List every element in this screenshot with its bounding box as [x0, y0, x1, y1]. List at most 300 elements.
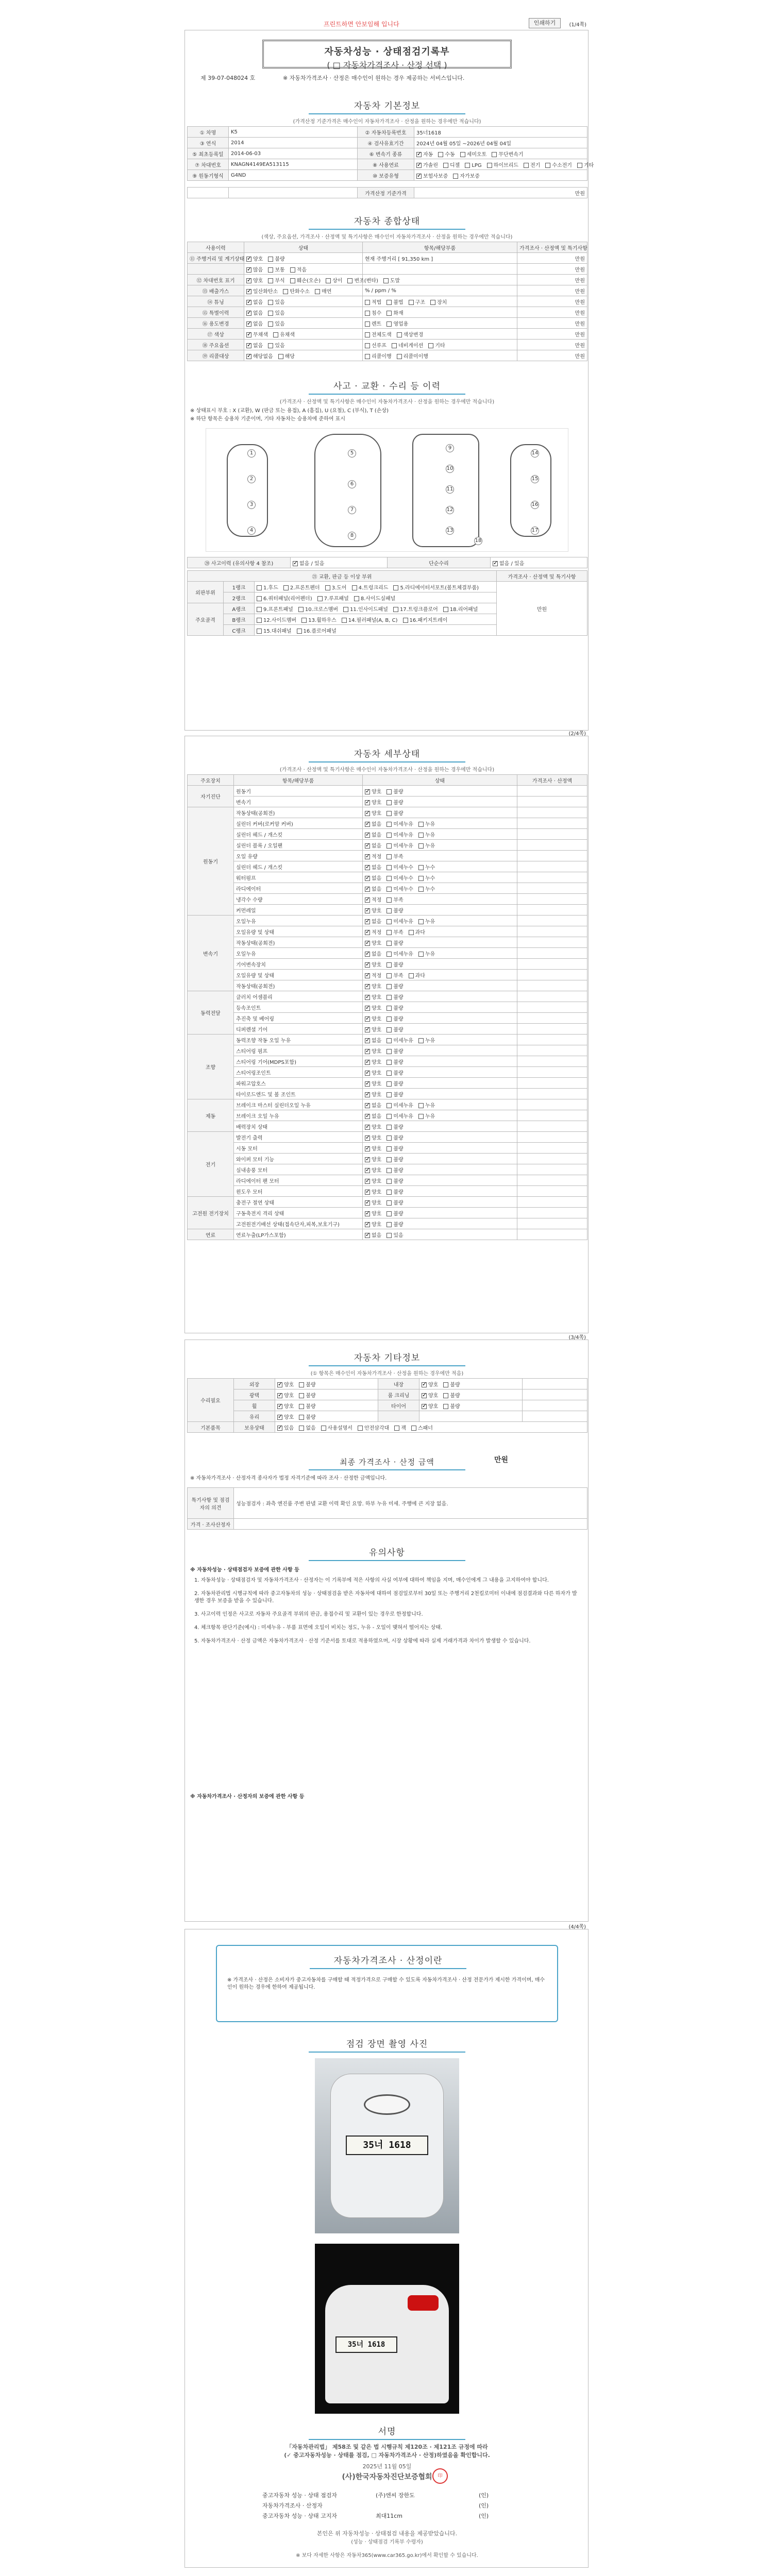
- car-right-view: [510, 444, 551, 537]
- page-number-4: (4/4쪽): [568, 1924, 586, 1930]
- checkbox-option: 전기: [524, 163, 540, 168]
- basic-value: [414, 170, 587, 181]
- print-button[interactable]: 인쇄하기: [529, 18, 561, 28]
- detail-state: [363, 807, 517, 818]
- overall-item: ⑲ 리콜대상: [188, 350, 244, 361]
- detail-state: [363, 991, 517, 1002]
- checkbox-option: ✓ 없음: [365, 822, 381, 827]
- checkbox-option: 누수: [418, 887, 435, 892]
- detail-row: [188, 1110, 587, 1121]
- detail-item: 오일 유량: [234, 851, 363, 861]
- overall-detail: [363, 307, 517, 318]
- detail-row: [188, 905, 587, 916]
- detail-item: 원동기: [234, 786, 363, 796]
- checkbox-option: 누유: [418, 1103, 435, 1109]
- checkbox-option: 불량: [443, 1393, 460, 1399]
- other-item-b: [378, 1411, 419, 1422]
- other-item-b: 타이어: [378, 1400, 419, 1411]
- detail-item: 실린더 블록 / 오일팬: [234, 840, 363, 851]
- detail-group: 고전원 전기장치: [188, 1197, 234, 1229]
- detail-price: [517, 980, 587, 991]
- detail-state: [363, 1164, 517, 1175]
- checkbox-option: 부족: [386, 930, 403, 936]
- checkbox-option: ✓ 양호: [365, 941, 381, 946]
- detail-group: 동력전달: [188, 991, 234, 1035]
- detail-row: [188, 1164, 587, 1175]
- overall-state: [244, 340, 363, 350]
- checkbox-option: 누수: [418, 876, 435, 882]
- detail-price: [517, 959, 587, 970]
- checkbox-option: 도말: [383, 278, 400, 284]
- car-top-view: [314, 434, 381, 547]
- checkbox-option: 누유: [418, 1038, 435, 1044]
- overall-detail: [363, 318, 517, 329]
- detail-price: [517, 1154, 587, 1164]
- checkbox-option: 해당: [278, 354, 295, 360]
- overall-note: (색상, 주요옵션, 가격조사 · 산정액 및 특기사항은 매수인이 자동차가격조사 · 산정을 원하는 경우에만 적습니다): [261, 234, 513, 240]
- other-row: [188, 1379, 587, 1389]
- caution-paragraph: 3. 사고이력 인정은 사고로 자동차 주요골격 부위의 판금, 용접수리 및 교환이 있는 경우로 한정합니다.: [194, 1612, 423, 1617]
- detail-item: 변속기: [234, 796, 363, 807]
- accident-summary-table: [187, 557, 587, 568]
- other-price: [523, 1379, 587, 1389]
- checkbox-option: ✓ 양호: [365, 1125, 381, 1130]
- checkbox-option: 불법: [386, 300, 403, 306]
- checkbox-option: 불량: [299, 1393, 315, 1399]
- detail-col-state: 상태: [363, 775, 517, 786]
- basic-row: [188, 127, 587, 138]
- checkbox-option: ✓ 양호: [365, 1222, 381, 1228]
- basic-value: G4ND: [229, 170, 358, 181]
- checkbox-option: 과다: [409, 930, 425, 936]
- checkbox-option: 7.루프패널: [317, 596, 349, 602]
- checkbox-option: 미세누수: [386, 865, 413, 871]
- checkbox-option: 수소전기: [545, 163, 572, 168]
- company-stamp: 印: [432, 2468, 448, 2484]
- basic-row: [188, 170, 587, 181]
- rank-name: A랭크: [224, 603, 255, 614]
- detail-state: [363, 1132, 517, 1143]
- checkbox-option: 누유: [418, 843, 435, 849]
- basic-key: ② 자동차등록번호: [358, 127, 414, 138]
- overall-col-state: 상태: [244, 242, 363, 253]
- final-note: ※ 자동차가격조사 · 산정자격 종사자가 법정 자격기준에 따라 조사 · 산정한 금액입니다.: [190, 1476, 387, 1481]
- other-price: [523, 1400, 587, 1411]
- signer-row: [262, 2501, 520, 2510]
- detail-title: 자동차 세부상태: [309, 747, 465, 759]
- price-basis-label: 가격산정 기준가격: [358, 188, 414, 198]
- car-part-number: 16: [531, 501, 539, 509]
- checkbox-option: 있음: [268, 300, 284, 306]
- detail-item: 와이퍼 모터 기능: [234, 1154, 363, 1164]
- detail-row: [188, 1229, 587, 1240]
- checkbox-option: ✓ 양호: [365, 1168, 381, 1174]
- overall-col-detail: 항목/해당부품: [363, 242, 517, 253]
- title-line2: ( □ 자동차가격조사 · 산정 선택 ): [327, 60, 447, 70]
- detail-row: [188, 1132, 587, 1143]
- detail-state: [363, 861, 517, 872]
- car-part-number: 2: [247, 475, 256, 483]
- checkbox-option: 리콜미이행: [397, 354, 428, 360]
- detail-price: [517, 926, 587, 937]
- detail-item: 라디에이터 팬 모터: [234, 1175, 363, 1186]
- detail-price: [517, 829, 587, 840]
- checkbox-option: 누유: [418, 822, 435, 827]
- other-row: [188, 1411, 587, 1422]
- overall-detail: [363, 340, 517, 350]
- detail-price: [517, 1099, 587, 1110]
- detail-price: [517, 1024, 587, 1035]
- checkbox-option: 미세누유: [386, 833, 413, 838]
- checkbox-option: 불량: [386, 1060, 403, 1065]
- checkbox-option: 전체도색: [365, 332, 392, 338]
- checkbox-option: 부족: [386, 854, 403, 860]
- detail-item: 배력장치 상태: [234, 1121, 363, 1132]
- other-item-b: 룸 크리닝: [378, 1389, 419, 1400]
- detail-row: [188, 807, 587, 818]
- detail-col-main: 주요장치: [188, 775, 234, 786]
- checkbox-option: LPG: [465, 163, 481, 168]
- checkbox-option: ✓ 양호: [365, 1146, 381, 1152]
- detail-row: [188, 1089, 587, 1099]
- checkbox-option: ✓ 없음: [246, 300, 263, 306]
- checkbox-option: 13.휠하우스: [301, 618, 337, 623]
- overall-row: [188, 253, 587, 264]
- signer-name: 최대11cm: [376, 2513, 403, 2519]
- inspection-photo-front: [315, 2058, 459, 2233]
- checkbox-option: 8.사이드실패널: [354, 596, 396, 602]
- outer-label: 외판부위: [188, 582, 224, 603]
- checkbox-option: 무단변속기: [492, 152, 523, 158]
- header-notice: ※ 자동차가격조사 · 산정은 매수인이 원하는 경우 제공하는 서비스입니다.: [283, 75, 465, 81]
- other-state-a: [275, 1389, 378, 1400]
- checkbox-option: 자가보증: [453, 174, 480, 179]
- page-2: [184, 731, 589, 1333]
- footer-1: 본인은 위 자동차성능 · 상태점검 내용을 제공받았습니다.: [316, 2530, 458, 2537]
- car-part-number: 3: [247, 501, 256, 509]
- checkbox-option: ✓ 없음: [365, 1233, 381, 1239]
- checkbox-option: ✓ 양호: [422, 1382, 438, 1388]
- document-title: [262, 40, 512, 69]
- other-item-b: 내장: [378, 1379, 419, 1389]
- signer-mark: (인): [479, 2502, 489, 2509]
- diag-price-col: 가격조사 · 산정액 및 특기사항: [497, 571, 587, 582]
- overall-row: [188, 275, 587, 285]
- detail-group: 변속기: [188, 916, 234, 991]
- detail-row: [188, 916, 587, 926]
- checkbox-option: 불량: [443, 1382, 460, 1388]
- accident-history-label: ⑳ 사고이력 (유의사항 4 참조): [188, 557, 291, 568]
- detail-state: [363, 1099, 517, 1110]
- checkbox-option: ✓ 양호: [422, 1393, 438, 1399]
- checkbox-option: 유채색: [273, 332, 295, 338]
- detail-row: [188, 1002, 587, 1013]
- sign-title: 서명: [309, 2424, 465, 2437]
- detail-col-item: 항목/해당부품: [234, 775, 363, 786]
- detail-state: [363, 1035, 517, 1045]
- photo-title: 점검 장면 촬영 사진: [309, 2037, 465, 2049]
- rank-items: [255, 603, 497, 614]
- checkbox-option: 불량: [299, 1382, 315, 1388]
- detail-price: [517, 1089, 587, 1099]
- detail-price: [517, 1110, 587, 1121]
- detail-row: [188, 970, 587, 980]
- detail-price: [517, 1218, 587, 1229]
- checkbox-option: 3.도어: [325, 585, 347, 591]
- detail-state: [363, 851, 517, 861]
- page-3: [184, 1335, 589, 1922]
- detail-price: [517, 1164, 587, 1175]
- detail-price: [517, 1045, 587, 1056]
- detail-note: (가격조사 · 산정액 및 특기사항은 매수인이 자동차가격조사 · 산정을 원하는 경우에만 적습니다): [279, 767, 495, 773]
- overall-item: ⑪ 주행거리 및 계기상태: [188, 253, 244, 264]
- checkbox-option: 불량: [386, 1071, 403, 1076]
- detail-row: [188, 991, 587, 1002]
- page-number-2: (2/4쪽): [568, 731, 586, 737]
- car-part-number: 14: [531, 449, 539, 457]
- overall-detail: 현재 주행거리 [ 91,350 km ]: [363, 253, 517, 264]
- detail-price: [517, 883, 587, 894]
- detail-row: [188, 1186, 587, 1197]
- detail-state: [363, 1024, 517, 1035]
- detail-price: [517, 970, 587, 980]
- detail-item: 브레이크 오일 누유: [234, 1110, 363, 1121]
- overall-detail: [363, 264, 517, 275]
- detail-row: [188, 959, 587, 970]
- detail-item: 스티어링 기어(MDPS포함): [234, 1056, 363, 1067]
- detail-item: 냉각수 수량: [234, 894, 363, 905]
- detail-item: 워터펌프: [234, 872, 363, 883]
- sign-company: (사)한국자동차진단보증협회: [342, 2473, 432, 2481]
- checkbox-option: ✓ 양호: [365, 962, 381, 968]
- other-state-b: [419, 1411, 523, 1422]
- car-part-number: 4: [247, 527, 256, 535]
- checkbox-option: 불량: [386, 1136, 403, 1141]
- detail-state: [363, 905, 517, 916]
- detail-price: [517, 1208, 587, 1218]
- car-part-number: 1: [247, 449, 256, 457]
- detail-row: [188, 840, 587, 851]
- checkbox-option: ✓ 보험사보증: [416, 174, 448, 179]
- checkbox-option: 불량: [268, 257, 284, 262]
- caution-heading-2: ※ 자동차가격조사 · 산정자의 보증에 관한 사항 등: [190, 1794, 305, 1800]
- checkbox-option: 불량: [386, 1190, 403, 1195]
- basic-key: ① 차명: [188, 127, 229, 138]
- overall-item: ⑫ 차대번호 표기: [188, 275, 244, 285]
- basic-item-label: 기본품목: [188, 1422, 234, 1433]
- checkbox-option: 미세누유: [386, 1103, 413, 1109]
- basic-key: ⑤ 최초등록일: [188, 148, 229, 159]
- checkbox-option: 불량: [299, 1404, 315, 1410]
- checkbox-option: 불량: [386, 1006, 403, 1011]
- car-part-number: 11: [446, 485, 454, 494]
- checkbox-option: 잭: [394, 1426, 406, 1431]
- basic-key: ⑥ 변속기 종류: [358, 148, 414, 159]
- checkbox-option: ✓ 자동: [416, 152, 433, 158]
- checkbox-option: 세미오토: [460, 152, 487, 158]
- detail-state: [363, 1013, 517, 1024]
- detail-state: [363, 1002, 517, 1013]
- overall-item: ⑭ 튜닝: [188, 296, 244, 307]
- basic-row: [188, 138, 587, 148]
- car-part-number: 8: [348, 532, 356, 540]
- checkbox-option: 누유: [418, 919, 435, 925]
- checkbox-option: ✓ 양호: [422, 1404, 438, 1410]
- car-part-number: 18: [474, 537, 482, 545]
- other-state-b: [419, 1400, 523, 1411]
- overall-state: [244, 264, 363, 275]
- overall-item: ⑱ 주요옵션: [188, 340, 244, 350]
- info-box: [216, 1945, 558, 2022]
- basic-value: 35너1618: [414, 127, 587, 138]
- checkbox-option: 불량: [386, 941, 403, 946]
- detail-item: 등속조인트: [234, 1002, 363, 1013]
- page-1: [184, 30, 594, 731]
- checkbox-option: ✓ 없음: [365, 876, 381, 882]
- signer-mark: (인): [479, 2492, 489, 2499]
- checkbox-option: 15.대쉬패널: [257, 629, 292, 634]
- detail-price: [517, 1143, 587, 1154]
- car-part-number: 17: [531, 527, 539, 535]
- basic-key: ⑧ 사용연료: [358, 159, 414, 170]
- detail-group: 제동: [188, 1099, 234, 1132]
- detail-row: [188, 1099, 587, 1110]
- rank-row: [188, 582, 587, 592]
- page-number-3: (3/4쪽): [568, 1335, 586, 1341]
- car-part-number: 5: [348, 449, 356, 457]
- detail-state: [363, 959, 517, 970]
- detail-price: [517, 937, 587, 948]
- car-part-number: 12: [446, 506, 454, 514]
- overall-detail: [363, 296, 517, 307]
- checkbox-option: ✓ 없음: [246, 321, 263, 327]
- detail-row: [188, 829, 587, 840]
- special-label: 특기사항 및 점검자의 의견: [188, 1488, 234, 1519]
- checkbox-option: ✓ 무채색: [246, 332, 268, 338]
- car-diagram: [206, 428, 568, 552]
- checkbox-option: ✓ 양호: [365, 1157, 381, 1163]
- detail-col-price: 가격조사 · 산정액: [517, 775, 587, 786]
- checkbox-option: ✓ 양호: [365, 1081, 381, 1087]
- detail-row: [188, 1154, 587, 1164]
- detail-row: [188, 1218, 587, 1229]
- other-note: (① 항목은 매수인이 자동차가격조사 · 산정을 원하는 경우에만 적음): [310, 1371, 464, 1377]
- checkbox-option: ✓ 양호: [365, 908, 381, 914]
- other-state-b: [419, 1389, 523, 1400]
- detail-state: [363, 926, 517, 937]
- detail-price: [517, 916, 587, 926]
- checkbox-option: 과다: [409, 973, 425, 979]
- accident-history-state: ✓ 없음 / 있음: [291, 557, 388, 568]
- other-item-a: 휠: [234, 1400, 275, 1411]
- checkbox-option: ✓ 해당없음: [246, 354, 273, 360]
- basic-value: [414, 148, 587, 159]
- detail-group: 원동기: [188, 807, 234, 916]
- detail-item: 오일누유: [234, 916, 363, 926]
- detail-row: [188, 1175, 587, 1186]
- accident-legend-1: ※ 상태표시 부호 : X (교환), W (판금 또는 용접), A (흠집), U (요철), C (부식), T (손상): [190, 408, 389, 414]
- checkbox-option: 네비게이션: [392, 343, 423, 349]
- detail-row: [188, 1045, 587, 1056]
- checkbox-option: 불량: [299, 1415, 315, 1420]
- diag-col-label: ㉑ 교환, 판금 등 이상 부위: [188, 571, 497, 582]
- basic-row: [188, 148, 587, 159]
- checkbox-option: 수동: [438, 152, 455, 158]
- detail-row: [188, 1024, 587, 1035]
- basic-value: [414, 159, 594, 170]
- detail-item: 시동 모터: [234, 1143, 363, 1154]
- caution-paragraph: 2. 자동차관리법 시행규칙에 따라 중고자동차의 성능 · 상태점검을 받은 자동차에 대하여 점검일로부터 30일 또는 주행거리 2천킬로미터 이내에 점검결과와 다른 하자가 발생한 경우 보증을 받을 수 있습니다.: [194, 1591, 577, 1604]
- basic-item-value: [275, 1422, 587, 1433]
- checkbox-option: ✓ 양호: [365, 1190, 381, 1195]
- checkbox-option: ✓ 없음: [365, 1038, 381, 1044]
- checkbox-option: ✓ 없음: [246, 343, 263, 349]
- checkbox-option: ✓ 있음: [277, 1426, 294, 1431]
- checkbox-option: 미세누유: [386, 822, 413, 827]
- detail-item: 실린더 커버(로커암 커버): [234, 818, 363, 829]
- doc-number: 제 39-07-048024 호: [200, 75, 256, 81]
- detail-row: [188, 1208, 587, 1218]
- basic-info-title: 자동차 기본정보: [309, 98, 465, 111]
- main-label: 주요골격: [188, 603, 224, 636]
- car-part-number: 6: [348, 480, 356, 488]
- detail-price: [517, 991, 587, 1002]
- overall-price: 만원: [517, 275, 587, 285]
- overall-price: 만원: [517, 264, 587, 275]
- detail-item: 커먼레일: [234, 905, 363, 916]
- detail-state: [363, 786, 517, 796]
- checkbox-option: ✓ 양호: [365, 1179, 381, 1184]
- basic-item-sub: 보유상태: [234, 1422, 275, 1433]
- other-title: 자동차 기타정보: [309, 1350, 465, 1363]
- rank-items: [255, 614, 497, 625]
- checkbox-option: 불량: [386, 1179, 403, 1184]
- detail-price: [517, 872, 587, 883]
- checkbox-option: 적법: [365, 300, 381, 306]
- detail-price: [517, 1175, 587, 1186]
- checkbox-option: 있음: [268, 343, 284, 349]
- detail-row: [188, 851, 587, 861]
- detail-state: [363, 1045, 517, 1056]
- checkbox-option: 미세누수: [386, 876, 413, 882]
- detail-item: 브레이크 마스터 실린더오일 누유: [234, 1099, 363, 1110]
- car-part-number: 13: [446, 527, 454, 535]
- checkbox-option: 불량: [386, 1027, 403, 1033]
- detail-item: 구동축전지 격리 상태: [234, 1208, 363, 1218]
- checkbox-option: 불량: [386, 1049, 403, 1055]
- top-bar: [184, 16, 589, 30]
- detail-item: 라디에이터: [234, 883, 363, 894]
- checkbox-option: 스패너: [411, 1426, 433, 1431]
- detail-row: [188, 786, 587, 796]
- overall-item: ⑬ 배출가스: [188, 285, 244, 296]
- other-price: [523, 1389, 587, 1400]
- rank-name: 2랭크: [224, 592, 255, 603]
- detail-state: [363, 1175, 517, 1186]
- detail-row: [188, 1056, 587, 1067]
- detail-row: [188, 861, 587, 872]
- simple-repair-state: ✓ 없음 / 있음: [491, 557, 587, 568]
- detail-item: 추진축 및 베어링: [234, 1013, 363, 1024]
- signer-role: 중고자동차 성능 · 상태 고지자: [262, 2513, 337, 2519]
- checkbox-option: 9.프론트패널: [257, 607, 293, 613]
- overall-price: 만원: [517, 318, 587, 329]
- basic-key: ④ 검사유효기간: [358, 138, 414, 148]
- overall-state: [244, 275, 400, 285]
- checkbox-option: 미세누유: [386, 843, 413, 849]
- detail-price: [517, 840, 587, 851]
- detail-price: [517, 1035, 587, 1045]
